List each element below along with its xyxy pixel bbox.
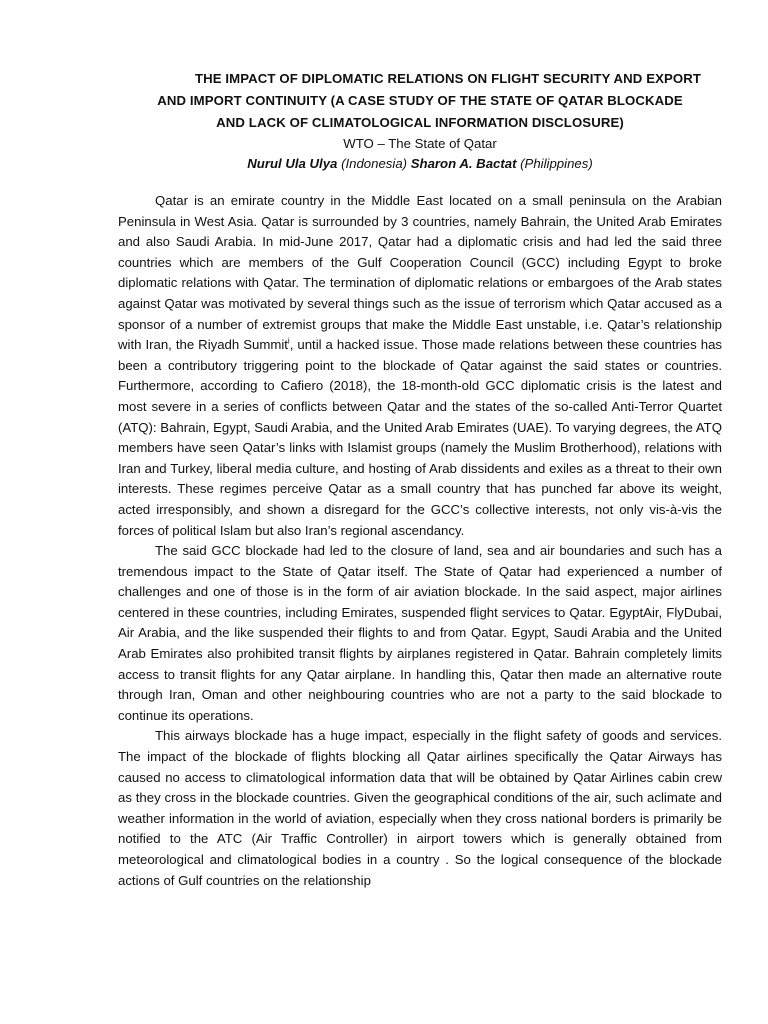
author-2-country: (Philippines)	[520, 156, 593, 171]
title-line-2: AND IMPORT CONTINUITY (A CASE STUDY OF THE STATE OF QATAR BLOCKADE	[157, 93, 683, 108]
title-line-3: AND LACK OF CLIMATOLOGICAL INFORMATION DISCLOSURE)	[216, 115, 624, 130]
body-paragraph-2: The said GCC blockade had led to the closure of land, sea and air boundaries and such has a tremendous impact to the State of Qatar itself. The State of Qatar had experienced a number of challenges and one of those is in the form of air aviation blockade. In the said aspect, major airlines centered in these countries, including Emirates, suspended flight services to Qatar. EgyptAir, FlyDubai, Air Arabia, and the like suspended their flights to and from Qatar. Egypt, Saudi Arabia and the United Arab Emirates also prohibited transit flights by airplanes registered in Qatar. Bahrain completely limits access to transit flights for any Qatar airplane. In handling this, Qatar then made an alternative route through Iran, Oman and other neighbouring countries who are not a party to the said blockade to continue its operations.	[118, 543, 722, 723]
title-line-1: THE IMPACT OF DIPLOMATIC RELATIONS ON FLIGHT SECURITY AND EXPORT	[194, 71, 702, 86]
author-2-name: Sharon A. Bactat	[410, 156, 517, 171]
body-paragraph-3: This airways blockade has a huge impact, especially in the flight safety of goods and services. The impact of the blockade of flights blocking all Qatar airlines specifically the Qatar Airways has caused no access to climatological information data that will be obtained by Qatar Airlines cabin crew as they cross in the blockade countries. Given the geographical conditions of the air, such aclimate and weather information in the world of aviation, especially when they cross national borders is primarily be notified to the ATC (Air Traffic Controller) in airport towers which is generally obtained from meteorological and climatological bodies in a country . So the logical consequence of the blockade actions of Gulf countries on the relationship	[118, 728, 722, 888]
author-1-country: (Indonesia)	[341, 156, 408, 171]
footnote-marker[interactable]: i	[287, 336, 290, 346]
document-title	[118, 68, 722, 134]
paragraph-1-text-a: Qatar is an emirate country in the Middle East located on a small peninsula on the Arabian Peninsula in West Asia. Qatar is surrounded by 3 countries, namely Bahrain, the United Arab Emirates and also Saudi Arabia. In mid-June 2017, Qatar had a diplomatic crisis and had led the said three countries which are members of the Gulf Cooperation Council (GCC) including Egypt to broke diplomatic relations with Qatar. The termination of diplomatic relations or embargoes of the Arab states against Qatar was motivated by several things such as the issue of terrorism which Qatar accused as a sponsor of a number of extremist groups that make the Middle East unstable, i.e. Qatar’s relationship with Iran, the Riyadh Summit	[118, 193, 722, 353]
author-1-name: Nurul Ula Ulya	[247, 156, 338, 171]
document-page	[118, 68, 722, 891]
paragraph-1-text-b: , until a hacked issue. Those made relations between these countries has been a contributory triggering point to the blockade of Qatar against the said states or countries. Furthermore, according to Cafiero (2018), the 18-month-old GCC diplomatic crisis is the latest and most severe in a series of conflicts between Qatar and the states of the so-called Anti-Terror Quartet (ATQ): Bahrain, Egypt, Saudi Arabia, and the United Arab Emirates (UAE). To varying degrees, the ATQ members have seen Qatar’s links with Islamist groups (namely the Muslim Brotherhood), relations with Iran and Turkey, liberal media culture, and hosting of Arab dissidents and exiles as a threat to their own interests. These regimes perceive Qatar as a small country that has punched far above its weight, acted irresponsibly, and shown a disregard for the GCC’s collective interests, not only vis-à-vis the forces of political Islam but also Iran’s regional ascendancy.	[118, 337, 722, 538]
body-paragraph-1	[118, 191, 722, 541]
document-subtitle: WTO – The State of Qatar	[343, 136, 497, 151]
author-line	[118, 154, 722, 174]
